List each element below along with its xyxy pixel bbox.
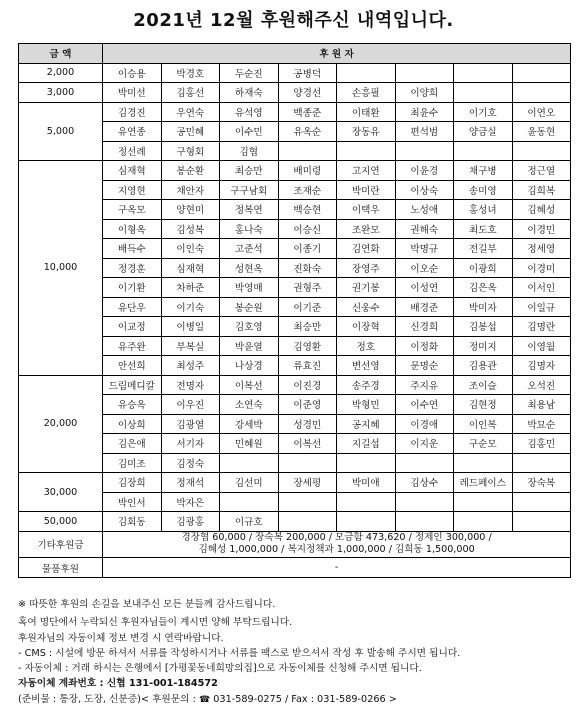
donor-name-cell: 김용관 xyxy=(454,356,513,376)
donor-name-cell: 이복선 xyxy=(278,434,337,454)
donor-name-cell: 박미란 xyxy=(337,180,396,200)
amount-cell: 50,000 xyxy=(19,512,103,532)
donor-name-cell: 공병덕 xyxy=(278,63,337,83)
empty-cell xyxy=(395,492,454,512)
donor-name-cell: 양현미 xyxy=(161,200,220,220)
donor-name-cell: 민혜원 xyxy=(220,434,279,454)
donor-name-cell: 이광희 xyxy=(454,258,513,278)
change-note: 후원자님의 자동이체 정보 변경 시 연락바랍니다. xyxy=(18,632,224,644)
donor-name-cell: 김명자 xyxy=(512,356,571,376)
donor-row xyxy=(19,102,571,122)
amount-cell: 2,000 xyxy=(19,63,103,83)
donor-name-cell: 오석진 xyxy=(512,375,571,395)
donor-name-cell: 이태환 xyxy=(337,102,396,122)
donor-name-cell: 이승용 xyxy=(103,63,162,83)
donor-name-cell: 류효진 xyxy=(278,356,337,376)
donor-name-cell: 유석영 xyxy=(220,102,279,122)
donor-name-cell: 배미령 xyxy=(278,161,337,181)
donor-table xyxy=(18,43,571,578)
donor-name-cell: 이상숙 xyxy=(395,180,454,200)
donor-name-cell: 김홍민 xyxy=(512,434,571,454)
other-donation-row xyxy=(19,531,571,558)
donor-name-cell: 권해숙 xyxy=(395,219,454,239)
donor-name-cell: 정복연 xyxy=(220,200,279,220)
donor-name-cell: 조완모 xyxy=(337,219,396,239)
donor-name-cell: 지영현 xyxy=(103,180,162,200)
empty-cell xyxy=(512,512,571,532)
donor-name-cell: 차하준 xyxy=(161,278,220,298)
other-donation-line-1: 경장협 60,000 / 장숙복 200,000 / 모금함 473,620 / 정제인 300,000 / xyxy=(181,531,492,543)
empty-cell xyxy=(395,141,454,161)
donor-name-cell: 이윤경 xyxy=(395,161,454,181)
donor-name-cell: 이서인 xyxy=(512,278,571,298)
amount-cell: 30,000 xyxy=(19,473,103,512)
header-amount: 금 액 xyxy=(19,44,103,64)
donor-name-cell: 이지운 xyxy=(395,434,454,454)
donor-name-cell: 박묘순 xyxy=(512,414,571,434)
donor-name-cell: 최윤수 xyxy=(395,102,454,122)
donor-name-cell: 최승만 xyxy=(278,317,337,337)
donor-name-cell: 김상수 xyxy=(395,473,454,493)
donor-name-cell: 이인복 xyxy=(454,414,513,434)
donor-name-cell: 이성연 xyxy=(395,278,454,298)
donor-name-cell: 김명란 xyxy=(512,317,571,337)
empty-cell xyxy=(220,453,279,473)
donor-name-cell: 김광열 xyxy=(161,414,220,434)
donor-name-cell: 손흥필 xyxy=(337,83,396,103)
donor-name-cell: 조이슬 xyxy=(454,375,513,395)
donor-name-cell: 최승만 xyxy=(220,161,279,181)
donor-name-cell: 이준영 xyxy=(278,395,337,415)
donor-name-cell: 김은애 xyxy=(103,434,162,454)
donor-name-cell: 강세박 xyxy=(220,414,279,434)
donor-name-cell: 김연화 xyxy=(337,239,396,259)
contact-note xyxy=(18,692,578,708)
donor-name-cell: 송미영 xyxy=(454,180,513,200)
donor-name-cell: 이오순 xyxy=(395,258,454,278)
donor-name-cell: 박미자 xyxy=(454,297,513,317)
donor-name-cell: 김은옥 xyxy=(454,278,513,298)
donor-row xyxy=(19,512,571,532)
goods-donation-row xyxy=(19,558,571,578)
donor-name-cell: 편석범 xyxy=(395,122,454,142)
donor-name-cell: 이규호 xyxy=(220,512,279,532)
donor-name-cell: 박형민 xyxy=(337,395,396,415)
donor-name-cell: 백종준 xyxy=(278,102,337,122)
donor-name-cell: 이병일 xyxy=(161,317,220,337)
donor-name-cell: 정경훈 xyxy=(103,258,162,278)
amount-cell: 20,000 xyxy=(19,375,103,473)
donor-name-cell: 고준석 xyxy=(220,239,279,259)
donor-name-cell: 백승현 xyxy=(278,200,337,220)
empty-cell xyxy=(395,512,454,532)
empty-cell xyxy=(395,453,454,473)
donor-name-cell: 윤동현 xyxy=(512,122,571,142)
donor-name-cell: 정근열 xyxy=(512,161,571,181)
donor-name-cell: 유단우 xyxy=(103,297,162,317)
donor-name-cell: 부복실 xyxy=(161,336,220,356)
donor-row xyxy=(19,161,571,181)
account-number: 자동이체 계좌번호 : 신협 131-001-184572 xyxy=(18,678,218,690)
amount-cell: 10,000 xyxy=(19,161,103,376)
donor-name-cell: 배경준 xyxy=(395,297,454,317)
donor-name-cell: 김성복 xyxy=(161,219,220,239)
donor-name-cell: 유옥순 xyxy=(278,122,337,142)
donor-name-cell: 유승옥 xyxy=(103,395,162,415)
donor-name-cell: 신경희 xyxy=(395,317,454,337)
donor-name-cell: 이장혁 xyxy=(337,317,396,337)
donor-name-cell: 성경민 xyxy=(278,414,337,434)
donor-name-cell: 이수연 xyxy=(395,395,454,415)
donor-name-cell: 변선영 xyxy=(337,356,396,376)
empty-cell xyxy=(454,492,513,512)
amount-cell: 3,000 xyxy=(19,83,103,103)
empty-cell xyxy=(454,141,513,161)
donor-name-cell: 장동유 xyxy=(337,122,396,142)
goods-donation-label: 물품후원 xyxy=(19,558,103,578)
donor-name-cell: 고지연 xyxy=(337,161,396,181)
donor-name-cell: 하재숙 xyxy=(220,83,279,103)
donor-name-cell: 박윤열 xyxy=(220,336,279,356)
empty-cell xyxy=(454,512,513,532)
donor-name-cell: 봉순원 xyxy=(220,297,279,317)
donor-name-cell: 최도호 xyxy=(454,219,513,239)
phone-icon: ☎ xyxy=(198,694,211,705)
contact-numbers: 031-589-0275 / Fax : 031-589-0266 > xyxy=(210,693,397,705)
donor-name-cell: 이일규 xyxy=(512,297,571,317)
empty-cell xyxy=(337,63,396,83)
donor-name-cell: 이기호 xyxy=(454,102,513,122)
donor-name-cell: 이택우 xyxy=(337,200,396,220)
donor-name-cell: 이교정 xyxy=(103,317,162,337)
donor-name-cell: 심재혁 xyxy=(161,258,220,278)
donor-name-cell: 이승신 xyxy=(278,219,337,239)
donor-name-cell: 박인서 xyxy=(103,492,162,512)
empty-cell xyxy=(278,512,337,532)
donor-name-cell: 김홍선 xyxy=(161,83,220,103)
empty-cell xyxy=(395,63,454,83)
donor-name-cell: 이복선 xyxy=(220,375,279,395)
donor-name-cell: 김호영 xyxy=(220,317,279,337)
donor-name-cell: 구옥모 xyxy=(103,200,162,220)
donor-name-cell: 전길부 xyxy=(454,239,513,259)
donor-name-cell: 김미조 xyxy=(103,453,162,473)
empty-cell xyxy=(454,83,513,103)
donor-row xyxy=(19,473,571,493)
empty-cell xyxy=(512,492,571,512)
donor-name-cell: 정재석 xyxy=(161,473,220,493)
donor-name-cell: 이형옥 xyxy=(103,219,162,239)
donor-name-cell: 구구남회 xyxy=(220,180,279,200)
donor-name-cell: 홍나숙 xyxy=(220,219,279,239)
donor-name-cell: 두순진 xyxy=(220,63,279,83)
donor-name-cell: 장영주 xyxy=(337,258,396,278)
donor-name-cell: 이상희 xyxy=(103,414,162,434)
donor-name-cell: 이종기 xyxy=(278,239,337,259)
donor-name-cell: 권기봉 xyxy=(337,278,396,298)
donor-name-cell: 김회동 xyxy=(103,512,162,532)
donor-name-cell: 권형주 xyxy=(278,278,337,298)
donor-name-cell: 이경애 xyxy=(395,414,454,434)
donor-name-cell: 정미지 xyxy=(454,336,513,356)
donor-name-cell: 김희복 xyxy=(512,180,571,200)
empty-cell xyxy=(337,453,396,473)
donor-name-cell: 채안자 xyxy=(161,180,220,200)
other-donation-label: 기타후원금 xyxy=(19,531,103,558)
donor-name-cell: 유연종 xyxy=(103,122,162,142)
donor-name-cell: 나상경 xyxy=(220,356,279,376)
donor-name-cell: 소연숙 xyxy=(220,395,279,415)
donor-name-cell: 공지혜 xyxy=(337,414,396,434)
thanks-note: ※ 따뜻한 후원의 손길을 보내주신 모든 분들께 감사드립니다. xyxy=(18,599,276,610)
donor-name-cell: 성현옥 xyxy=(220,258,279,278)
donor-row xyxy=(19,375,571,395)
donor-name-cell: 김선미 xyxy=(220,473,279,493)
empty-cell xyxy=(278,141,337,161)
empty-cell xyxy=(278,453,337,473)
donor-name-cell: 진화숙 xyxy=(278,258,337,278)
account-note xyxy=(18,676,578,691)
donor-name-cell: 유주완 xyxy=(103,336,162,356)
donor-row xyxy=(19,63,571,83)
donor-name-cell: 이진경 xyxy=(278,375,337,395)
donor-name-cell: 양경선 xyxy=(278,83,337,103)
donor-name-cell: 최성주 xyxy=(161,356,220,376)
donor-name-cell: 서기자 xyxy=(161,434,220,454)
other-donation-line-2: 김혜성 1,000,000 / 복지정책과 1,000,000 / 김희동 1,500,000 xyxy=(198,544,475,556)
donor-name-cell: 박경호 xyxy=(161,63,220,83)
donor-name-cell: 이기숙 xyxy=(161,297,220,317)
header-donors: 후 원 자 xyxy=(103,44,571,64)
donor-name-cell: 구형회 xyxy=(161,141,220,161)
donor-name-cell: 이양희 xyxy=(395,83,454,103)
donor-name-cell: 김경진 xyxy=(103,102,162,122)
donor-name-cell: 이기준 xyxy=(278,297,337,317)
donor-name-cell: 이수민 xyxy=(220,122,279,142)
donor-name-cell: 이기환 xyxy=(103,278,162,298)
donor-name-cell: 김혜성 xyxy=(512,200,571,220)
donor-name-cell: 정호 xyxy=(337,336,396,356)
empty-cell xyxy=(337,141,396,161)
donor-name-cell: 김영환 xyxy=(278,336,337,356)
donor-name-cell: 김협 xyxy=(220,141,279,161)
donor-name-cell: 양금실 xyxy=(454,122,513,142)
donor-name-cell: 주지유 xyxy=(395,375,454,395)
empty-cell xyxy=(278,492,337,512)
donor-name-cell: 박명규 xyxy=(395,239,454,259)
empty-cell xyxy=(454,63,513,83)
other-donation-list xyxy=(103,531,571,558)
donor-name-cell: 이인숙 xyxy=(161,239,220,259)
donor-name-cell: 이경미 xyxy=(512,258,571,278)
donor-name-cell: 이영월 xyxy=(512,336,571,356)
contact-prefix: (준비물 : 통장, 도장, 신분증)< 후원문의 : xyxy=(18,693,199,705)
empty-cell xyxy=(337,492,396,512)
donor-name-cell: 노성애 xyxy=(395,200,454,220)
donor-name-cell: 이연오 xyxy=(512,102,571,122)
donor-name-cell: 김봉섭 xyxy=(454,317,513,337)
goods-donation-value: - xyxy=(103,558,571,578)
donor-name-cell: 채구병 xyxy=(454,161,513,181)
donor-name-cell: 신웅수 xyxy=(337,297,396,317)
donor-name-cell: 이정화 xyxy=(395,336,454,356)
empty-cell xyxy=(512,453,571,473)
donor-name-cell: 장숙복 xyxy=(512,473,571,493)
donor-name-cell: 배득수 xyxy=(103,239,162,259)
cms-note: - CMS : 시설에 방문 하셔서 서류를 작성하시거나 서류를 팩스로 받으셔서 작성 후 발송해 주시면 됩니다. xyxy=(18,647,461,659)
donor-name-cell: 레드페이스 xyxy=(454,473,513,493)
donor-name-cell: 전명자 xyxy=(161,375,220,395)
donor-name-cell: 정선례 xyxy=(103,141,162,161)
donor-name-cell: 조재순 xyxy=(278,180,337,200)
header-row xyxy=(19,44,571,64)
donor-row xyxy=(19,83,571,103)
empty-cell xyxy=(512,63,571,83)
donor-name-cell: 송주경 xyxy=(337,375,396,395)
donor-name-cell: 이경민 xyxy=(512,219,571,239)
donor-name-cell: 장세평 xyxy=(278,473,337,493)
notes-section xyxy=(18,597,578,708)
donor-name-cell: 정세영 xyxy=(512,239,571,259)
donor-name-cell: 김정숙 xyxy=(161,453,220,473)
donor-name-cell: 김장희 xyxy=(103,473,162,493)
amount-cell: 5,000 xyxy=(19,102,103,161)
donor-name-cell: 최용남 xyxy=(512,395,571,415)
donor-name-cell: 박영매 xyxy=(220,278,279,298)
donor-name-cell: 김현정 xyxy=(454,395,513,415)
empty-cell xyxy=(220,492,279,512)
donor-name-cell: 안선희 xyxy=(103,356,162,376)
donor-name-cell: 공민혜 xyxy=(161,122,220,142)
donor-body xyxy=(19,63,571,531)
donor-name-cell: 박미애 xyxy=(337,473,396,493)
donor-name-cell: 박자은 xyxy=(161,492,220,512)
donor-name-cell: 홍성녀 xyxy=(454,200,513,220)
donor-name-cell: 박미선 xyxy=(103,83,162,103)
donor-name-cell: 구순모 xyxy=(454,434,513,454)
donor-name-cell: 문명순 xyxy=(395,356,454,376)
donor-name-cell: 드림메디칼 xyxy=(103,375,162,395)
page-title: 2021년 12월 후원해주신 내역입니다. xyxy=(133,10,454,31)
donor-name-cell: 이우진 xyxy=(161,395,220,415)
donor-name-cell: 봉순환 xyxy=(161,161,220,181)
auto-transfer-note: - 자동이체 : 거래 하시는 은행에서 [가평꽃동네희망의집]으로 자동이체를 신청해 주시면 됩니다. xyxy=(18,663,422,675)
donor-name-cell: 심재혁 xyxy=(103,161,162,181)
donor-name-cell: 우연숙 xyxy=(161,102,220,122)
donor-name-cell: 김광홍 xyxy=(161,512,220,532)
empty-cell xyxy=(454,453,513,473)
empty-cell xyxy=(512,141,571,161)
omission-note: 혹여 명단에서 누락되신 후원자님들이 계시면 양해 부탁드립니다. xyxy=(18,617,293,629)
empty-cell xyxy=(512,83,571,103)
donor-name-cell: 지길섭 xyxy=(337,434,396,454)
empty-cell xyxy=(337,512,396,532)
